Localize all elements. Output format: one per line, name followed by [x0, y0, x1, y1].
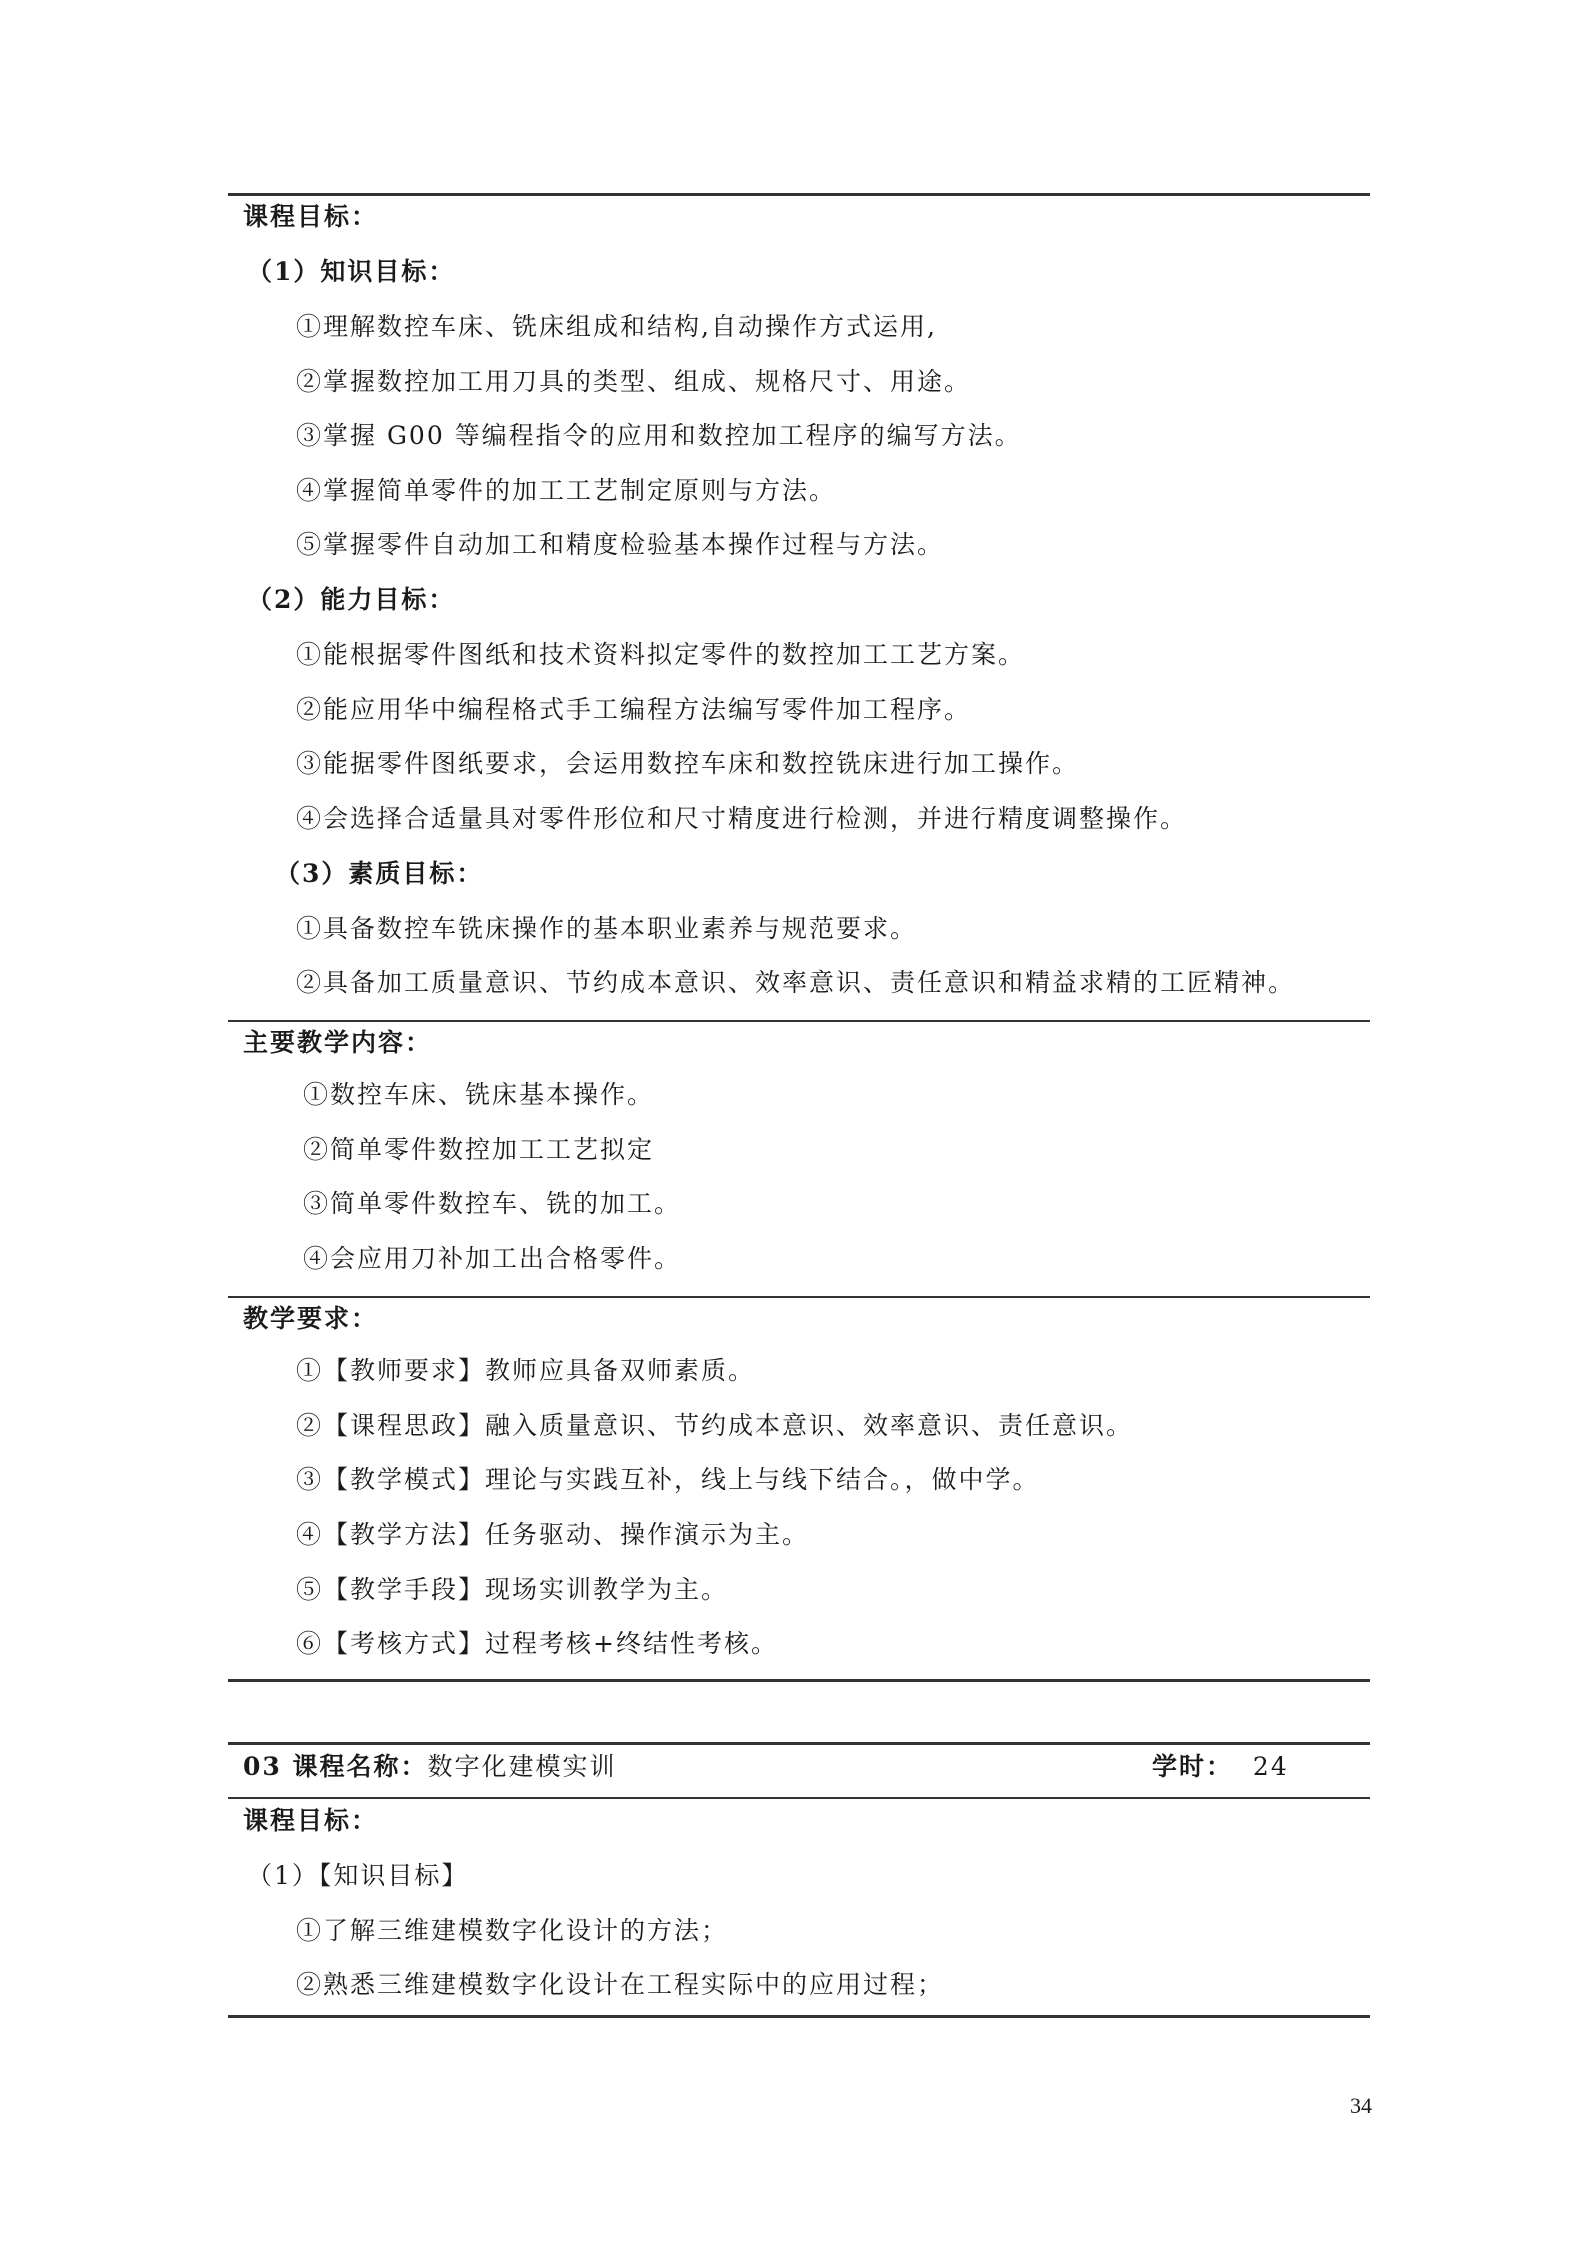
- knowledge-item: ③掌握 G00 等编程指令的应用和数控加工程序的编写方法。: [296, 421, 1022, 450]
- ability-item: ①能根据零件图纸和技术资料拟定零件的数控加工工艺方案。: [296, 640, 1026, 669]
- content-item: ③简单零件数控车、铣的加工。: [303, 1189, 682, 1218]
- content-item: ④会应用刀补加工出合格零件。: [303, 1244, 682, 1273]
- ability-heading: （2）能力目标：: [247, 585, 456, 614]
- hours-row: [1152, 1750, 1289, 1784]
- quality-item: ①具备数控车铣床操作的基本职业素养与规范要求。: [296, 914, 918, 943]
- table-top-rule: [228, 1742, 1370, 1745]
- requirements-item: ⑥【考核方式】过程考核+终结性考核。: [296, 1629, 778, 1658]
- ability-item: ④会选择合适量具对零件形位和尺寸精度进行检测，并进行精度调整操作。: [296, 804, 1188, 833]
- requirements-item: ①【教师要求】教师应具备双师素质。: [296, 1356, 756, 1385]
- course-label: 03 课程名称：: [243, 1752, 428, 1781]
- table-top-rule: [228, 193, 1370, 196]
- hours-label: 学时：: [1152, 1752, 1234, 1781]
- goals-heading: 课程目标：: [243, 1806, 379, 1835]
- requirements-item: ③【教学模式】理论与实践互补，线上与线下结合。，做中学。: [296, 1465, 1040, 1494]
- knowledge-item: ②掌握数控加工用刀具的类型、组成、规格尺寸、用途。: [296, 367, 972, 396]
- hours-value: 24: [1252, 1752, 1289, 1781]
- content-item: ①数控车床、铣床基本操作。: [303, 1080, 655, 1109]
- page-number: 34: [1350, 2093, 1372, 2118]
- ability-item: ③能据零件图纸要求，会运用数控车床和数控铣床进行加工操作。: [296, 749, 1080, 778]
- requirements-item: ⑤【教学手段】现场实训教学为主。: [296, 1575, 729, 1604]
- knowledge-item: ④掌握简单零件的加工工艺制定原则与方法。: [296, 476, 837, 505]
- knowledge-item: ②熟悉三维建模数字化设计在工程实际中的应用过程；: [296, 1970, 945, 1999]
- content-item: ②简单零件数控加工工艺拟定: [303, 1135, 655, 1164]
- requirements-item: ④【教学方法】任务驱动、操作演示为主。: [296, 1520, 810, 1549]
- quality-item: ②具备加工质量意识、节约成本意识、效率意识、责任意识和精益求精的工匠精神。: [296, 968, 1296, 997]
- ability-item: ②能应用华中编程格式手工编程方法编写零件加工程序。: [296, 695, 972, 724]
- knowledge-item: ①理解数控车床、铣床组成和结构,自动操作方式运用,: [296, 312, 937, 341]
- divider-rule: [228, 1296, 1370, 1298]
- table-bottom-rule: [228, 1679, 1370, 1682]
- quality-heading: （3）素质目标：: [275, 859, 484, 888]
- course-title-row: [243, 1750, 617, 1784]
- requirements-heading: 教学要求：: [243, 1304, 379, 1333]
- course-name: 数字化建模实训: [427, 1752, 617, 1781]
- goals-heading: 课程目标：: [243, 202, 379, 231]
- requirements-item: ②【课程思政】融入质量意识、节约成本意识、效率意识、责任意识。: [296, 1411, 1134, 1440]
- knowledge-item: ⑤掌握零件自动加工和精度检验基本操作过程与方法。: [296, 530, 945, 559]
- divider-rule: [228, 1020, 1370, 1022]
- content-heading: 主要教学内容：: [243, 1028, 433, 1057]
- table-bottom-rule: [228, 2015, 1370, 2018]
- knowledge-heading: （1）【知识目标】: [247, 1861, 469, 1890]
- divider-rule: [228, 1797, 1370, 1799]
- knowledge-heading: （1）知识目标：: [247, 257, 456, 286]
- knowledge-item: ①了解三维建模数字化设计的方法；: [296, 1916, 729, 1945]
